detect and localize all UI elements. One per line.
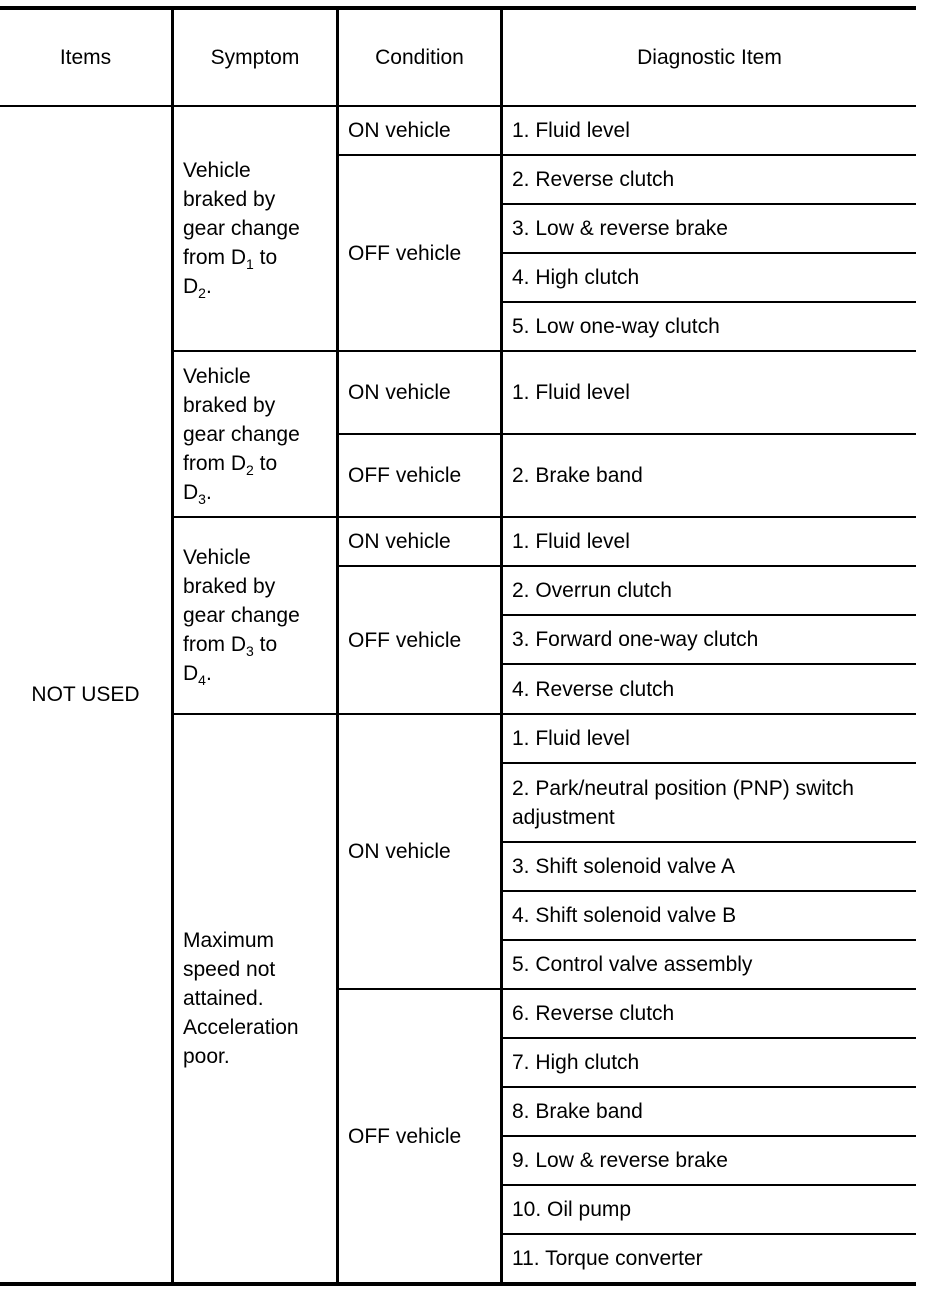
diagnostic-item-cell: 1. Fluid level	[512, 530, 630, 553]
diagnostic-item-cell: 5. Control valve assembly	[512, 953, 753, 976]
diagnostic-item-cell: 3. Shift solenoid valve A	[512, 855, 735, 878]
diagnostic-item-cell: 4. Shift solenoid valve B	[512, 904, 737, 927]
symptom-text: Vehicle braked by gear change from $D_1$ to $D_2$.	[183, 159, 300, 301]
diagnostic-item-cell: 2. Park/neutral position (PNP) switch adjustment	[512, 776, 854, 829]
header-items: Items	[59, 46, 112, 69]
diagnostic-item-cell: 1. Fluid level	[512, 381, 630, 404]
condition-cell-off: OFF vehicle	[348, 464, 462, 487]
diagnostic-item-cell: 7. High clutch	[512, 1051, 640, 1074]
diagnostic-item-cell: 2. Reverse clutch	[512, 168, 675, 191]
symptom-cell	[174, 107, 336, 350]
diagnostic-item-cell: 2. Brake band	[512, 464, 643, 487]
condition-cell-on: ON vehicle	[348, 381, 451, 404]
symptom-text: Vehicle braked by gear change from $D_3$ to $D_4$.	[183, 546, 300, 688]
diagnostic-item-cell: 2. Overrun clutch	[512, 579, 672, 602]
diagnostic-item-cell: 3. Forward one-way clutch	[512, 628, 759, 651]
diagnostic-item-cell: 4. High clutch	[512, 266, 640, 289]
header-diagnostic-item: Diagnostic Item	[637, 46, 782, 69]
condition-cell-off: OFF vehicle	[348, 1124, 462, 1148]
diagnostic-item-cell: 10. Oil pump	[512, 1198, 632, 1221]
condition-cell-off: OFF vehicle	[348, 241, 462, 265]
symptom-text: Vehicle braked by gear change from $D_2$ to $D_3$.	[183, 364, 300, 507]
condition-cell-on: ON vehicle	[348, 840, 451, 863]
items-cell-not-used: NOT USED	[31, 683, 140, 706]
diagnostic-item-cell: 4. Reverse clutch	[512, 677, 675, 701]
symptom-cell	[174, 352, 336, 516]
diagnostic-item-cell: 5. Low one-way clutch	[512, 315, 720, 338]
symptom-text: Maximum speed not attained. Acceleration poor.	[183, 929, 299, 1068]
diagnostic-item-cell: 3. Low & reverse brake	[512, 217, 728, 240]
condition-cell-on: ON vehicle	[348, 119, 451, 142]
header-condition: Condition	[375, 46, 464, 69]
diagnostic-item-cell: 6. Reverse clutch	[512, 1002, 675, 1025]
diagnostic-item-cell: 1. Fluid level	[512, 727, 630, 750]
symptom-cell	[174, 518, 336, 713]
diagnostic-item-cell: 8. Brake band	[512, 1100, 643, 1123]
table-bottom-border	[0, 1282, 916, 1286]
condition-cell-on: ON vehicle	[348, 530, 451, 553]
diagnostic-item-cell: 9. Low & reverse brake	[512, 1149, 728, 1172]
header-symptom: Symptom	[210, 46, 300, 69]
condition-cell-off: OFF vehicle	[348, 628, 462, 652]
diagnostic-item-cell: 11. Torque converter	[512, 1247, 703, 1270]
diagnostic-table	[0, 6, 916, 1286]
symptom-cell	[174, 715, 336, 1282]
diagnostic-item-cell: 1. Fluid level	[512, 119, 630, 142]
